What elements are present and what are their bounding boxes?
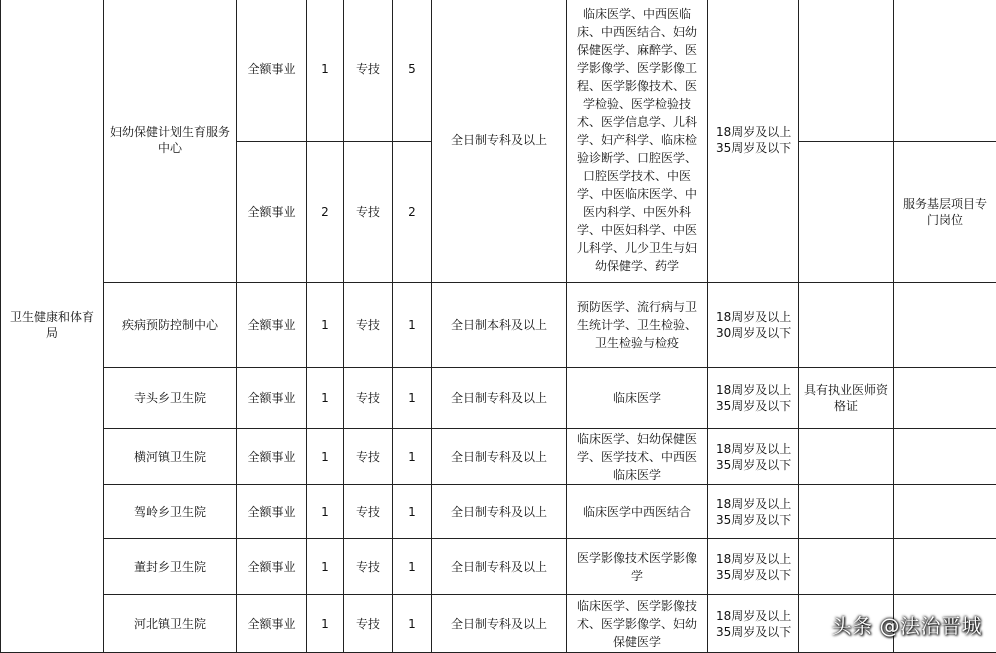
note-cell <box>894 283 996 368</box>
category-cell: 专技 <box>344 142 393 283</box>
position-code-cell: 2 <box>307 142 344 283</box>
note-cell <box>894 539 996 595</box>
major-cell: 临床医学 <box>567 368 708 429</box>
count-cell: 1 <box>393 485 432 539</box>
note-cell <box>894 429 996 485</box>
department-cell: 卫生健康和体育局 <box>1 0 104 653</box>
count-cell: 1 <box>393 429 432 485</box>
category-cell: 专技 <box>344 283 393 368</box>
major-cell: 医学影像技术医学影像学 <box>567 539 708 595</box>
education-cell: 全日制专科及以上 <box>432 595 567 653</box>
unit-cell: 驾岭乡卫生院 <box>104 485 237 539</box>
major-cell: 临床医学中西医结合 <box>567 485 708 539</box>
position-code-cell: 1 <box>307 595 344 653</box>
other-requirement-cell <box>799 429 894 485</box>
major-cell: 临床医学、医学影像技术、医学影像学、妇幼保健医学 <box>567 595 708 653</box>
major-cell: 临床医学、妇幼保健医学、医学技术、中西医临床医学 <box>567 429 708 485</box>
note-cell <box>894 368 996 429</box>
major-cell: 临床医学、中西医临床、中西医结合、妇幼保健医学、麻醉学、医学影像学、医学影像工程、医学影像技术、医学检验、医学检验技术、医学信息学、儿科学、妇产科学、临床检验诊断学、口腔医学、口腔医学技术、中医学、中医临床医学、中医内科学、中医外科学、中医妇科学、中医儿科学、儿少卫生与妇幼保健学、药学 <box>567 0 708 283</box>
funding-type-cell: 全额事业 <box>237 368 307 429</box>
category-cell: 专技 <box>344 539 393 595</box>
unit-cell: 妇幼保健计划生育服务中心 <box>104 0 237 283</box>
table-row <box>1 0 996 142</box>
funding-type-cell: 全额事业 <box>237 595 307 653</box>
major-cell: 预防医学、流行病与卫生统计学、卫生检验、卫生检验与检疫 <box>567 283 708 368</box>
other-requirement-cell <box>799 485 894 539</box>
category-cell: 专技 <box>344 368 393 429</box>
other-requirement-cell <box>799 539 894 595</box>
education-cell: 全日制本科及以上 <box>432 283 567 368</box>
table-row <box>1 485 996 539</box>
count-cell: 5 <box>393 0 432 142</box>
category-cell: 专技 <box>344 0 393 142</box>
count-cell: 1 <box>393 283 432 368</box>
age-cell: 18周岁及以上35周岁及以下 <box>708 368 799 429</box>
education-cell: 全日制专科及以上 <box>432 485 567 539</box>
education-cell: 全日制专科及以上 <box>432 429 567 485</box>
other-requirement-cell <box>799 142 894 283</box>
table-row <box>1 368 996 429</box>
category-cell: 专技 <box>344 485 393 539</box>
age-cell: 18周岁及以上35周岁及以下 <box>708 429 799 485</box>
count-cell: 1 <box>393 539 432 595</box>
funding-type-cell: 全额事业 <box>237 429 307 485</box>
education-cell: 全日制专科及以上 <box>432 368 567 429</box>
unit-cell: 董封乡卫生院 <box>104 539 237 595</box>
other-requirement-cell <box>799 283 894 368</box>
other-requirement-cell <box>799 0 894 142</box>
category-cell: 专技 <box>344 595 393 653</box>
funding-type-cell: 全额事业 <box>237 539 307 595</box>
unit-cell: 河北镇卫生院 <box>104 595 237 653</box>
note-cell <box>894 485 996 539</box>
age-cell: 18周岁及以上30周岁及以下 <box>708 283 799 368</box>
age-cell: 18周岁及以上35周岁及以下 <box>708 0 799 283</box>
age-cell: 18周岁及以上35周岁及以下 <box>708 485 799 539</box>
unit-cell: 疾病预防控制中心 <box>104 283 237 368</box>
age-cell: 18周岁及以上35周岁及以下 <box>708 539 799 595</box>
position-code-cell: 1 <box>307 539 344 595</box>
note-cell: 服务基层项目专门岗位 <box>894 142 996 283</box>
table-row <box>1 429 996 485</box>
position-code-cell: 1 <box>307 0 344 142</box>
education-cell: 全日制专科及以上 <box>432 0 567 283</box>
table-row <box>1 539 996 595</box>
funding-type-cell: 全额事业 <box>237 283 307 368</box>
count-cell: 1 <box>393 595 432 653</box>
age-cell: 18周岁及以上35周岁及以下 <box>708 595 799 653</box>
position-code-cell: 1 <box>307 283 344 368</box>
unit-cell: 寺头乡卫生院 <box>104 368 237 429</box>
category-cell: 专技 <box>344 429 393 485</box>
table-row <box>1 283 996 368</box>
funding-type-cell: 全额事业 <box>237 0 307 142</box>
count-cell: 1 <box>393 368 432 429</box>
position-code-cell: 1 <box>307 429 344 485</box>
watermark-text: 头条 @法治晋城 <box>831 614 982 638</box>
funding-type-cell: 全额事业 <box>237 485 307 539</box>
unit-cell: 横河镇卫生院 <box>104 429 237 485</box>
note-cell <box>894 0 996 142</box>
education-cell: 全日制专科及以上 <box>432 539 567 595</box>
position-code-cell: 1 <box>307 485 344 539</box>
position-code-cell: 1 <box>307 368 344 429</box>
other-requirement-cell: 具有执业医师资格证 <box>799 368 894 429</box>
funding-type-cell: 全额事业 <box>237 142 307 283</box>
count-cell: 2 <box>393 142 432 283</box>
